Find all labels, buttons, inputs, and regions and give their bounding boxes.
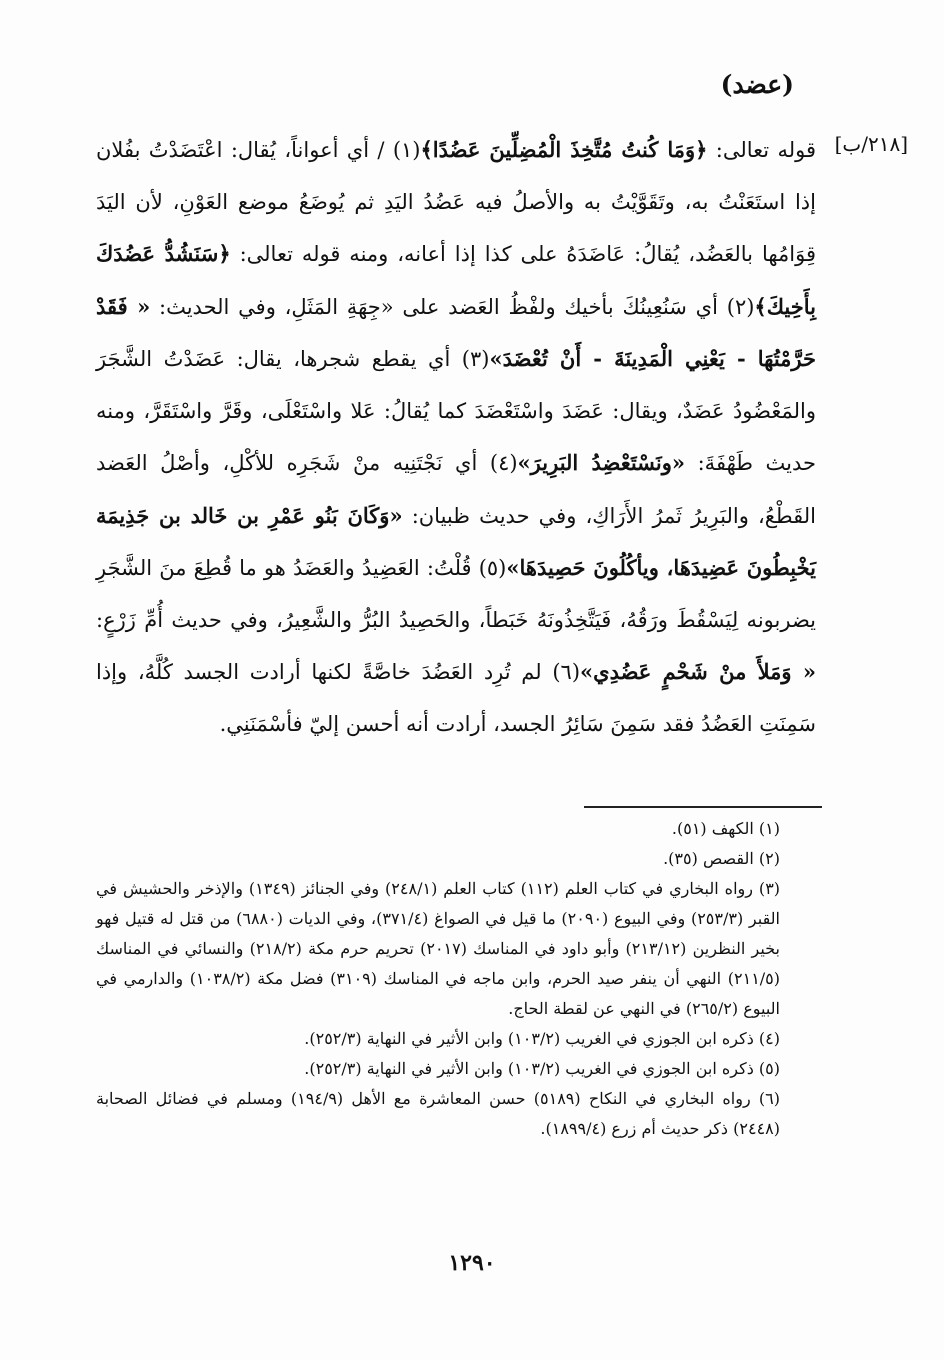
footnote: (٦) رواه البخاري في النكاح (٥١٨٩) حسن المعاشرة مع الأهل (١٩٤/٩) ومسلم في فضائل الصحابة (٢٤٤٨) ذكر حديث أم زرع (١٨٩٩/٤). <box>96 1089 781 1138</box>
footnote: (٢) القصص (٣٥). <box>663 849 780 868</box>
body-text-segment: قوله تعالى: <box>707 138 816 162</box>
hadith-quote: « وَمَلأَ منْ شَحْمٍ عَضُدِي» <box>580 659 816 684</box>
entry-body <box>96 124 816 750</box>
body-text-segment: (٤) أي نَجْتَنِيه منْ شَجَرِه للأكْلِ، وأصْلُ العَضد القَطْعُ، والبَرِيرُ ثَمرُ الأَرَاكِ، وفي حديث ظبيان: <box>96 451 817 528</box>
footnote: (٣) رواه البخاري في كتاب العلم (١١٢) كتاب العلم (٢٤٨/١) وفي الجنائز (١٣٤٩) والإذخر والحشيش في القبر (٢٥٣/٣) وفي البيوع (٢٠٩٠) ما قيل في الصواغ (٣٧١/٤)، وفي الديات (٦٨٨٠) من قتل له قتيل فهو بخير النظرين (٢١٣/١٢) وأبو داود في المناسك (٢٠١٧) تحريم حرم مكة (٢١٨/٢) والنسائي في المناسك (٢١١/٥) النهي أن ينفر صيد الحرم، وابن ماجه في المناسك (٣١٠٩) فضل مكة (١٠٣٨/٢) والدارمي في البيوع (٢٦٥/٢) في النهي عن لقطة الحاج. <box>96 879 781 1018</box>
footnote-separator <box>584 806 822 808</box>
body-text-segment: (٦) لم تُرِد العَضُدَ خاصَّةً لكنها أرادت الجسد كُلَّهُ، وإذا سَمِنَتِ العَضُدُ فقد سَمِنَ سَائِرُ الجسد، أرادت أنه أحسن إليّ فأسْمَنَنِي. <box>96 660 816 736</box>
manuscript-folio-reference: [٢١٨/ب] <box>834 132 908 156</box>
body-text-segment: (١) / أي أعواناً، يُقال: اعْتَضَدْتُ بفُلان إذا استَعَنْتُ به، وتَقَوَّيْتُ به والأصلُ فيه عَضُدُ اليَدِ ثم يُوضَعُ موضع العَوْنِ، لأن اليَدَ قِوَامُها بالعَضُد، يُقالُ: عَاضَدَهُ على كذا إذا أعانه، ومنه قوله تعالى: <box>96 138 816 266</box>
footnote: (٥) ذكره ابن الجوزي في الغريب (١٠٣/٢) وابن الأثير في النهاية (٢٥٢/٣). <box>304 1059 780 1078</box>
quran-verse-quote: ﴿وَمَا كُنتُ مُتَّخِذَ الْمُضِلِّينَ عَضُدًا﴾ <box>420 137 708 162</box>
hadith-quote: «ونَسْتَعْضِدُ البَرِيرَ» <box>517 450 686 475</box>
page-number: ١٢٩٠ <box>448 1250 496 1276</box>
body-text-segment: (٣) أي يقطع شجرها، يقال: عَضَدْتُ الشَّجَرَ والمَعْضُودُ عَضَدٌ، ويقال: عَضَدَ واسْتَعْضَدَ كما يُقالُ: عَلا واسْتَعْلَى، وقَرَّ واسْتَقَرَّ، ومنه حديث طَهْفَةَ: <box>96 347 817 475</box>
body-text-segment: (٥) قُلْتُ: العَضِيدُ والعَضَدُ هو ما قُطِعَ منَ الشَّجَرِ يضربونه لِيَسْقُطَ ورَقُهُ، فَيَتَّخِذُونَهُ خَبَطاً، والحَصِيدُ البُرُّ والشَّعِيرُ، وفي حديث أُمِّ زَرْعٍ: <box>96 556 816 632</box>
entry-heading: (عضد) <box>720 70 794 99</box>
body-text-segment: (٢) أي سَنُعِينُكَ بأخيك ولفْظُ العَضد على «جِهَةِ المَثَلِ، وفي الحديث: <box>150 294 755 319</box>
footnote: (١) الكهف (٥١). <box>671 819 780 838</box>
footnotes <box>96 814 816 1144</box>
body-paragraph <box>96 124 816 750</box>
footnote: (٤) ذكره ابن الجوزي في الغريب (١٠٣/٢) وابن الأثير في النهاية (٢٥٢/٣). <box>304 1029 780 1048</box>
quran-verse-quote: ﴿سَنَشُدُّ عَضُدَكَ بِأَخِيكَ﴾ <box>96 241 816 319</box>
hadith-quote: « فَقَدْ حَرَّمْتُهَا - يَعْنِي الْمَدِينَةَ - أَنْ تُعْضَدَ» <box>96 293 816 371</box>
hadith-quote: «وَكَانَ بَنُو عَمْرِ بن خَالد بن جَذِيمَة يَخْبِطُونَ عَضِيدَهَا، ويأكُلُونَ حَصِيدَهَا» <box>96 502 816 580</box>
